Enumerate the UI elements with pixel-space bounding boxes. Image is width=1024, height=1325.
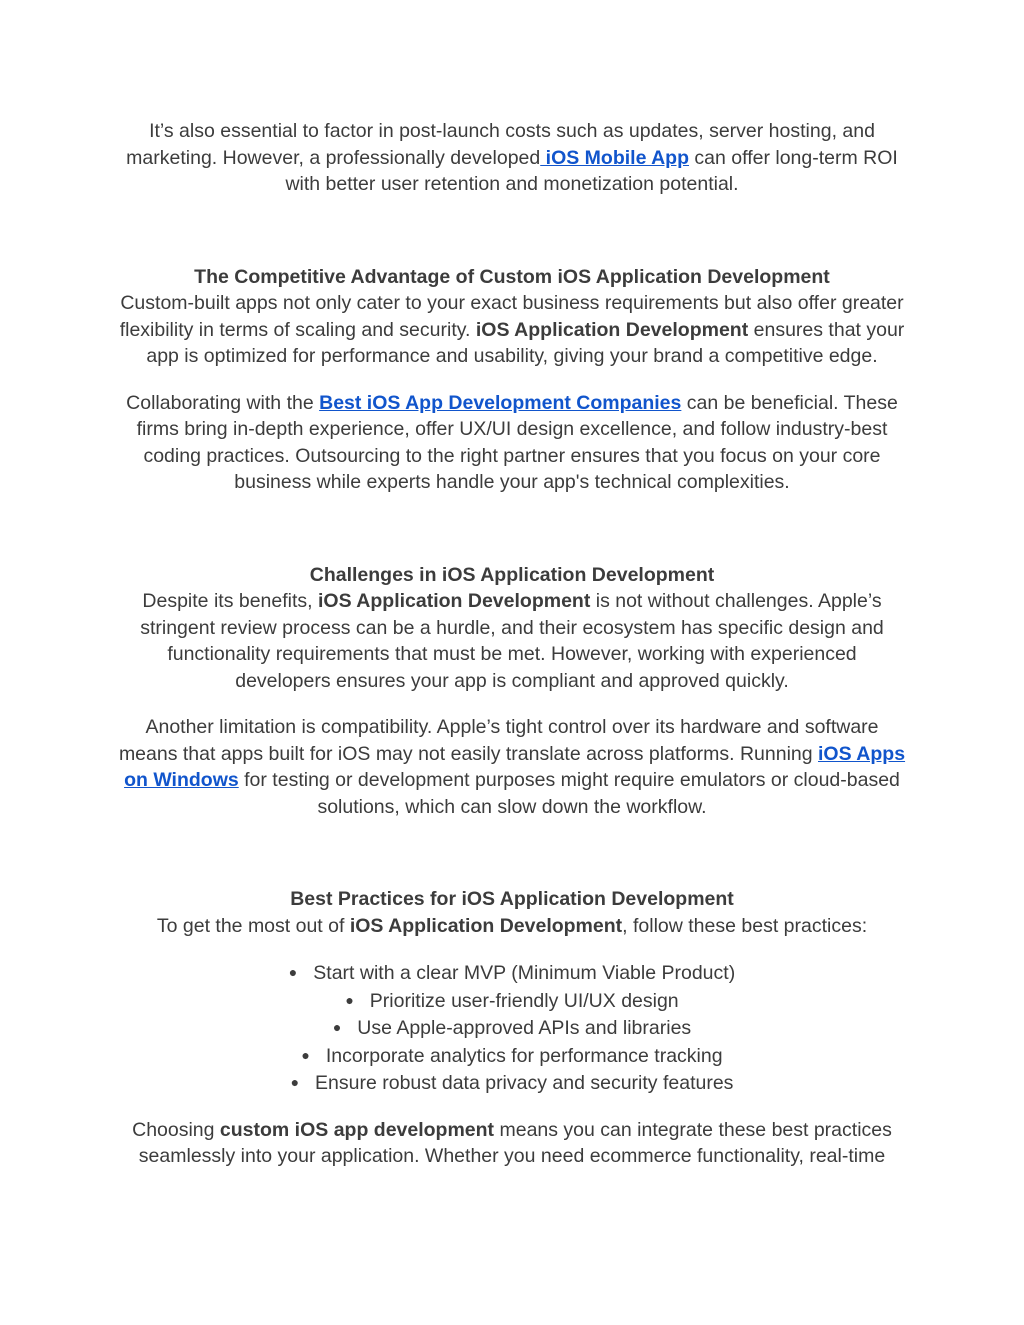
intro-paragraph	[118, 118, 906, 198]
competitive-paragraph-1	[118, 290, 906, 370]
ios-apps-on-windows-link[interactable]: iOS Apps on Windows	[124, 742, 906, 791]
best-practices-intro	[118, 913, 906, 940]
list-item-text: Ensure robust data privacy and security features	[315, 1072, 734, 1094]
best-ios-companies-link[interactable]: Best iOS App Development Companies	[319, 391, 682, 414]
best-practices-intro-a: To get the most out of	[156, 914, 350, 937]
competitive-p1-bold: iOS Application Development	[475, 318, 749, 341]
competitive-heading: The Competitive Advantage of Custom iOS Application Development	[194, 265, 830, 288]
challenges-heading: Challenges in iOS Application Development	[309, 563, 715, 586]
competitive-p1-text-b: ensures that your app is optimized for performance and usability, giving your brand a competitive edge.	[146, 318, 905, 367]
competitive-p2-text-b: can be beneficial. These firms bring in-depth experience, offer UX/UI design excellence, and follow industry-best coding practices. Outsourcing to the right partner ensures that you focus on your core business while experts handle your app's technical complexities.	[136, 391, 898, 493]
best-practices-intro-b: , follow these best practices:	[622, 914, 868, 937]
bullet-icon: ●	[288, 964, 298, 980]
list-item	[118, 1014, 906, 1042]
document-page	[118, 118, 906, 1170]
closing-text-b: means you can integrate these best practices seamlessly into your application. Whether you need ecommerce functionality, real-time	[138, 1118, 892, 1167]
bullet-icon: ●	[332, 1019, 342, 1035]
best-practices-intro-bold: iOS Application Development	[349, 914, 623, 937]
list-item	[118, 1069, 906, 1097]
list-item	[118, 987, 906, 1015]
list-item-text: Prioritize user-friendly UI/UX design	[369, 989, 679, 1012]
ios-mobile-app-link[interactable]: iOS Mobile App	[540, 146, 690, 169]
list-item	[118, 959, 906, 987]
intro-text-1: It’s also essential to factor in post-launch costs such as updates, server hosting, and marketing. However, a professionally developed	[126, 120, 875, 169]
competitive-p2-text-a: Collaborating with the	[126, 391, 320, 414]
challenges-p1-bold: iOS Application Development	[318, 590, 591, 612]
challenges-p2-text-a: Another limitation is compatibility. Apple’s tight control over its hardware and software means that apps built for iOS may not easily translate across platforms. Running	[118, 716, 879, 765]
list-item-text: Use Apple-approved APIs and libraries	[357, 1017, 692, 1039]
competitive-p1-text-a: Custom-built apps not only cater to your exact business requirements but also offer greater flexibility in terms of scaling and security.	[119, 292, 904, 341]
challenges-p1-text-a: Despite its benefits,	[142, 590, 318, 612]
bullet-icon: ●	[345, 991, 354, 1008]
challenges-paragraph-1	[118, 588, 906, 694]
intro-text-2: can offer long-term ROI with better user retention and monetization potential.	[285, 146, 898, 195]
best-practices-list	[118, 959, 906, 1097]
closing-paragraph	[118, 1117, 906, 1170]
challenges-p2-text-b: for testing or development purposes might require emulators or cloud-based solutions, which can slow down the workflow.	[238, 769, 900, 818]
closing-text-a: Choosing	[132, 1118, 220, 1141]
best-practices-heading: Best Practices for iOS Application Development	[290, 888, 734, 910]
closing-bold: custom iOS app development	[219, 1118, 495, 1141]
list-item	[118, 1042, 906, 1070]
bullet-icon: ●	[301, 1046, 310, 1063]
challenges-p1-text-b: is not without challenges. Apple’s stringent review process can be a hurdle, and their ecosystem has specific design and functionality requirements that must be met. However, working with experienced developers ensures your app is compliant and approved quickly.	[140, 590, 884, 692]
competitive-paragraph-2	[118, 390, 906, 496]
challenges-paragraph-2	[118, 714, 906, 820]
list-item-text: Incorporate analytics for performance tracking	[325, 1044, 723, 1067]
list-item-text: Start with a clear MVP (Minimum Viable Product)	[313, 962, 736, 984]
bullet-icon: ●	[290, 1074, 300, 1090]
